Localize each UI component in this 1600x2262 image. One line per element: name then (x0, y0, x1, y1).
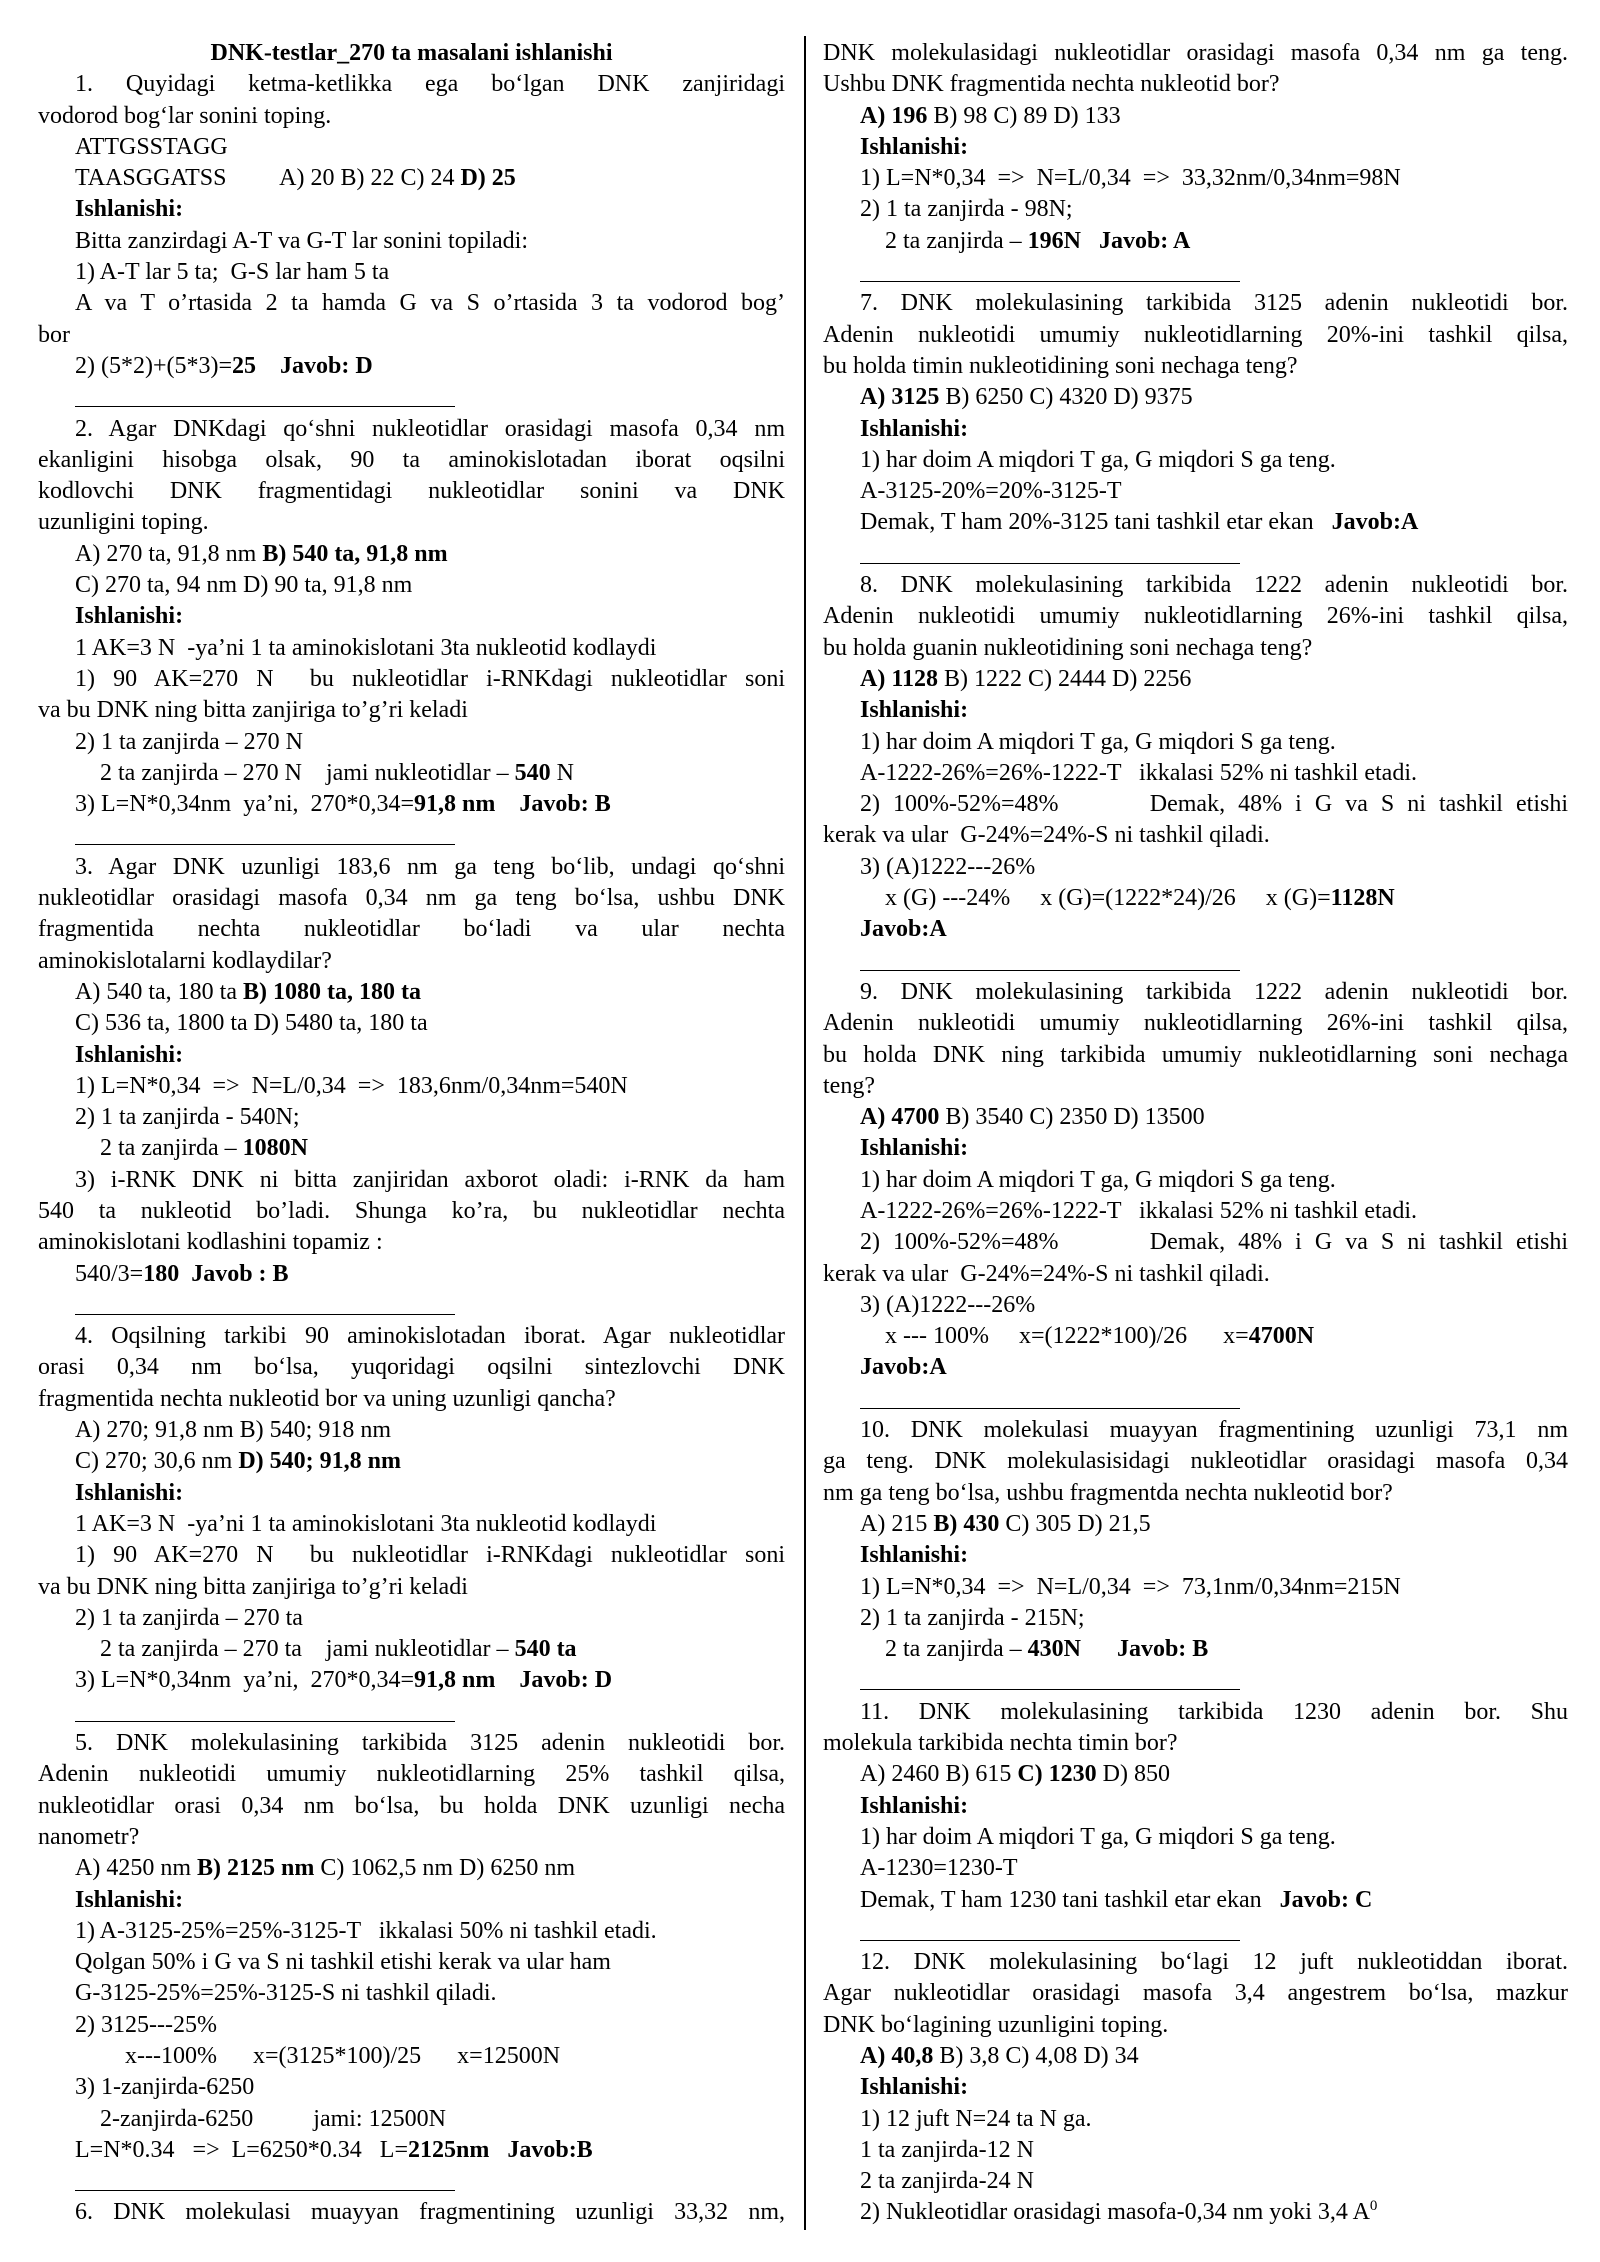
text-line: 540 ta nukleotid bo’ladi. Shunga ko’ra, bu nukleotidlar nechta (38, 1197, 785, 1224)
text-line: Ishlanishi: (860, 1135, 969, 1162)
text-line: DNK bo‘lagining uzunligini toping. (823, 2011, 1169, 2038)
text-line: 6. DNK molekulasi muayyan fragmentining uzunligi 33,32 nm, (75, 2199, 785, 2226)
text-line: x --- 100% x=(1222*100)/26 x=4700N (885, 1323, 1315, 1350)
text-line: Demak, T ham 1230 tani tashkil etar ekan Javob: C (860, 1886, 1373, 1913)
section-separator (823, 257, 1568, 288)
text-line: 2) 1 ta zanjirda – 270 ta (75, 1604, 303, 1631)
text-line: DNK-testlar_270 ta masalani ishlanishi (210, 40, 613, 66)
text-line: C) 536 ta, 1800 ta D) 5480 ta, 180 ta (75, 1010, 428, 1037)
text-line: Ishlanishi: (860, 133, 969, 160)
section-separator (823, 1916, 1568, 1947)
text-line: Ishlanishi: (75, 1041, 184, 1068)
section-separator (823, 946, 1568, 977)
text-line: 3) i-RNK DNK ni bitta zanjiridan axborot oladi: i-RNK da ham (75, 1166, 785, 1193)
text-line: 3) (A)1222---26% (860, 1291, 1036, 1318)
text-line: 3) 1-zanjirda-6250 (75, 2074, 255, 2101)
text-line: 2-zanjirda-6250 jami: 12500N (100, 2105, 446, 2132)
text-line: orasi 0,34 nm bo‘lsa, yuqoridagi oqsilni sintezlovchi DNK (38, 1354, 785, 1381)
text-line: Ishlanishi: (75, 196, 184, 223)
text-line: 2 ta zanjirda – 196N Javob: A (885, 227, 1191, 254)
text-line: molekula tarkibida nechta timin bor? (823, 1730, 1178, 1757)
text-line: nm ga teng bo‘lsa, ushbu fragmentda nechta nukleotid bor? (823, 1479, 1393, 1506)
text-line: Adenin nukleotidi umumiy nukleotidlarning 20%-ini tashkil qilsa, (823, 321, 1568, 348)
section-separator (38, 820, 785, 851)
text-line: A) 215 B) 430 C) 305 D) 21,5 (860, 1510, 1151, 1537)
text-line: uzunligini toping. (38, 509, 209, 536)
text-line: 1) 12 juft N=24 ta N ga. (860, 2105, 1092, 2132)
text-line: C) 270; 30,6 nm D) 540; 91,8 nm (75, 1448, 401, 1475)
text-line: 3) L=N*0,34nm ya’ni, 270*0,34=91,8 nm Javob: D (75, 1667, 613, 1694)
text-line: x (G) ---24% x (G)=(1222*24)/26 x (G)=1128N (885, 885, 1395, 912)
text-line: A) 3125 B) 6250 C) 4320 D) 9375 (860, 384, 1193, 411)
text-line: Adenin nukleotidi umumiy nukleotidlarning 26%-ini tashkil qilsa, (823, 603, 1568, 630)
text-line: kodlovchi DNK fragmentidagi nukleotidlar sonini va DNK (38, 478, 785, 505)
text-line: 1) har doim A miqdori T ga, G miqdori S ga teng. (860, 728, 1336, 755)
text-line: va bu DNK ning bitta zanjiriga to’g’ri keladi (38, 697, 468, 724)
text-line: nukleotidlar orasi 0,34 nm bo‘lsa, bu holda DNK uzunligi necha (38, 1792, 785, 1819)
text-line: 540/3=180 Javob : B (75, 1260, 289, 1287)
text-line: 1) L=N*0,34 => N=L/0,34 => 183,6nm/0,34nm=540N (75, 1072, 628, 1099)
text-line: 2 ta zanjirda – 430N Javob: B (885, 1636, 1209, 1663)
text-line: A-1230=1230-T (860, 1855, 1018, 1882)
section-separator (823, 1384, 1568, 1415)
text-line: fragmentida nechta nukleotid bor va uning uzunligi qancha? (38, 1385, 616, 1412)
text-line: 3) L=N*0,34nm ya’ni, 270*0,34=91,8 nm Javob: B (75, 791, 611, 818)
section-separator (823, 539, 1568, 570)
text-line: ATTGSSTAGG (75, 133, 228, 160)
text-line: 1 AK=3 N -ya’ni 1 ta aminokislotani 3ta nukleotid kodlaydi (75, 634, 657, 661)
text-line: nanometr? (38, 1823, 140, 1850)
text-line: aminokislotalarni kodlaydilar? (38, 947, 332, 974)
text-line: teng? (823, 1072, 875, 1099)
text-line: 2) 1 ta zanjirda - 540N; (75, 1104, 300, 1131)
text-line: Ishlanishi: (860, 2074, 969, 2101)
text-line: 1) L=N*0,34 => N=L/0,34 => 73,1nm/0,34nm=215N (860, 1573, 1401, 1600)
text-line: A) 4250 nm B) 2125 nm C) 1062,5 nm D) 6250 nm (75, 1855, 576, 1882)
text-line: 1) 90 AK=270 N bu nukleotidlar i-RNKdagi nukleotidlar soni (75, 1542, 785, 1569)
text-line: 1 AK=3 N -ya’ni 1 ta aminokislotani 3ta nukleotid kodlaydi (75, 1510, 657, 1537)
text-line: 1) 90 AK=270 N bu nukleotidlar i-RNKdagi nukleotidlar soni (75, 665, 785, 692)
text-line: A) 196 B) 98 C) 89 D) 133 (860, 102, 1121, 129)
text-line: A-1222-26%=26%-1222-T ikkalasi 52% ni tashkil etadi. (860, 1197, 1417, 1224)
text-line: 11. DNK molekulasining tarkibida 1230 adenin bor. Shu (860, 1698, 1568, 1725)
text-line: 2 ta zanjirda – 270 N jami nukleotidlar – 540 N (100, 759, 574, 786)
text-line: ga teng. DNK molekulasisidagi nukleotidlar orasidagi masofa 0,34 (823, 1448, 1568, 1475)
text-line: C) 270 ta, 94 nm D) 90 ta, 91,8 nm (75, 572, 413, 599)
text-line: G-3125-25%=25%-3125-S ni tashkil qiladi. (75, 1980, 497, 2007)
text-line: fragmentida nechta nukleotidlar bo‘ladi va ular nechta (38, 916, 785, 943)
text-line: 2 ta zanjirda – 1080N (100, 1135, 308, 1162)
text-line: 8. DNK molekulasining tarkibida 1222 adenin nukleotidi bor. (860, 572, 1568, 599)
text-line: 4. Oqsilning tarkibi 90 aminokislotadan iborat. Agar nukleotidlar (75, 1323, 785, 1350)
text-line: x---100% x=(3125*100)/25 x=12500N (125, 2043, 561, 2069)
text-line: 2) Nukleotidlar orasidagi masofa-0,34 nm yoki 3,4 $A^0$ (860, 2198, 1378, 2226)
section-separator (38, 1290, 785, 1321)
text-line: Ishlanishi: (75, 1479, 184, 1506)
text-line: Adenin nukleotidi umumiy nukleotidlarning 25% tashkil qilsa, (38, 1761, 785, 1788)
text-line: 9. DNK molekulasining tarkibida 1222 adenin nukleotidi bor. (860, 978, 1568, 1005)
text-line: nukleotidlar orasidagi masofa 0,34 nm ga teng bo‘lsa, ushbu DNK (38, 885, 785, 912)
text-line: ekanligini hisobga olsak, 90 ta aminokislotadan iborat oqsilni (38, 446, 785, 473)
text-line: va bu DNK ning bitta zanjiriga to’g’ri keladi (38, 1573, 468, 1600)
text-line: A) 270; 91,8 nm B) 540; 918 nm (75, 1417, 391, 1444)
text-line: A) 270 ta, 91,8 nm B) 540 ta, 91,8 nm (75, 540, 448, 567)
text-line: 2) 1 ta zanjirda - 98N; (860, 196, 1073, 223)
text-line: L=N*0.34 => L=6250*0.34 L=2125nm Javob:B (75, 2136, 593, 2163)
text-line: A-1222-26%=26%-1222-T ikkalasi 52% ni tashkil etadi. (860, 759, 1417, 786)
text-line: Agar nukleotidlar orasidagi masofa 3,4 angestrem bo‘lsa, mazkur (823, 1980, 1568, 2007)
text-line: A va T o’rtasida 2 ta hamda G va S o’rtasida 3 ta vodorod bog’ (75, 290, 785, 317)
text-line: Javob:A (860, 916, 947, 943)
text-line: bu holda timin nukleotidining soni nechaga teng? (823, 352, 1298, 379)
text-line: kerak va ular G-24%=24%-S ni tashkil qiladi. (823, 822, 1270, 849)
text-line: 2 ta zanjirda – 270 ta jami nukleotidlar – 540 ta (100, 1636, 577, 1663)
text-line: 2) 1 ta zanjirda - 215N; (860, 1604, 1085, 1631)
text-line: 2) 100%-52%=48% Demak, 48% i G va S ni tashkil etishi (860, 1229, 1568, 1256)
text-line: 7. DNK molekulasining tarkibida 3125 adenin nukleotidi bor. (860, 290, 1568, 317)
text-line: 10. DNK molekulasi muayyan fragmentining uzunligi 73,1 nm (860, 1417, 1568, 1444)
text-line: Qolgan 50% i G va S ni tashkil etishi kerak va ular ham (75, 1949, 611, 1976)
text-line: A-3125-20%=20%-3125-T (860, 478, 1122, 505)
text-line: Ishlanishi: (860, 697, 969, 724)
text-line: 1. Quyidagi ketma-ketlikka ega bo‘lgan DNK zanjiridagi (75, 71, 785, 98)
text-line: A) 2460 B) 615 C) 1230 D) 850 (860, 1761, 1170, 1788)
text-line: aminokislotani kodlashini topamiz : (38, 1229, 383, 1256)
text-line: bor (38, 321, 70, 348)
left-column (38, 38, 785, 2229)
text-line: Adenin nukleotidi umumiy nukleotidlarning 26%-ini tashkil qilsa, (823, 1010, 1568, 1037)
right-column (823, 38, 1568, 2229)
text-line: 2) 100%-52%=48% Demak, 48% i G va S ni tashkil etishi (860, 791, 1568, 818)
text-line: 2 ta zanjirda-24 N (860, 2168, 1034, 2195)
text-line: Ishlanishi: (75, 603, 184, 630)
text-line: A) 1128 B) 1222 C) 2444 D) 2256 (860, 665, 1192, 692)
section-separator (38, 2166, 785, 2197)
section-separator (38, 1697, 785, 1728)
text-line: A) 540 ta, 180 ta B) 1080 ta, 180 ta (75, 978, 421, 1005)
text-line: Ushbu DNK fragmentida nechta nukleotid bor? (823, 71, 1280, 98)
section-separator (823, 1665, 1568, 1696)
text-line: 1) har doim A miqdori T ga, G miqdori S ga teng. (860, 1166, 1336, 1193)
text-line: 3. Agar DNK uzunligi 183,6 nm ga teng bo‘lib, undagi qo‘shni (75, 853, 785, 880)
text-line: Ishlanishi: (75, 1886, 184, 1913)
section-separator (38, 382, 785, 413)
text-line: kerak va ular G-24%=24%-S ni tashkil qiladi. (823, 1260, 1270, 1287)
text-line: 2) (5*2)+(5*3)=25 Javob: D (75, 352, 373, 379)
text-line: 2) 1 ta zanjirda – 270 N (75, 728, 303, 755)
text-line: Ishlanishi: (860, 1542, 969, 1569)
text-line: Javob:A (860, 1354, 947, 1381)
text-line: Ishlanishi: (860, 1792, 969, 1819)
text-line: 1) A-3125-25%=25%-3125-T ikkalasi 50% ni tashkil etadi. (75, 1917, 657, 1944)
text-line: A) 40,8 B) 3,8 C) 4,08 D) 34 (860, 2043, 1139, 2069)
text-line: 2) 3125---25% (75, 2011, 217, 2038)
text-line: Bitta zanzirdagi A-T va G-T lar sonini topiladi: (75, 227, 529, 254)
column-divider (804, 36, 806, 2230)
text-line: 1) L=N*0,34 => N=L/0,34 => 33,32nm/0,34nm=98N (860, 165, 1401, 192)
text-line: Ishlanishi: (860, 415, 969, 442)
text-line: bu holda DNK ning tarkibida umumiy nukleotidlarning soni nechaga (823, 1041, 1568, 1068)
text-line: 1) A-T lar 5 ta; G-S lar ham 5 ta (75, 259, 390, 286)
text-line: 1) har doim A miqdori T ga, G miqdori S ga teng. (860, 446, 1336, 473)
text-line: vodorod bog‘lar sonini toping. (38, 102, 332, 129)
text-line: DNK molekulasidagi nukleotidlar orasidagi masofa 0,34 nm ga teng. (823, 40, 1568, 66)
text-line: bu holda guanin nukleotidining soni nechaga teng? (823, 634, 1313, 661)
text-line: 5. DNK molekulasining tarkibida 3125 adenin nukleotidi bor. (75, 1730, 785, 1757)
text-line: Demak, T ham 20%-3125 tani tashkil etar ekan Javob:A (860, 509, 1419, 536)
text-line: 1 ta zanjirda-12 N (860, 2136, 1034, 2163)
text-line: 12. DNK molekulasining bo‘lagi 12 juft nukleotiddan iborat. (860, 1949, 1568, 1976)
text-line: 1) har doim A miqdori T ga, G miqdori S ga teng. (860, 1823, 1336, 1850)
text-line: A) 4700 B) 3540 C) 2350 D) 13500 (860, 1104, 1205, 1131)
text-line: 2. Agar DNKdagi qo‘shni nukleotidlar orasidagi masofa 0,34 nm (75, 415, 785, 442)
text-line: TAASGGATSS A) 20 B) 22 C) 24 D) 25 (75, 165, 516, 192)
text-line: 3) (A)1222---26% (860, 853, 1036, 880)
